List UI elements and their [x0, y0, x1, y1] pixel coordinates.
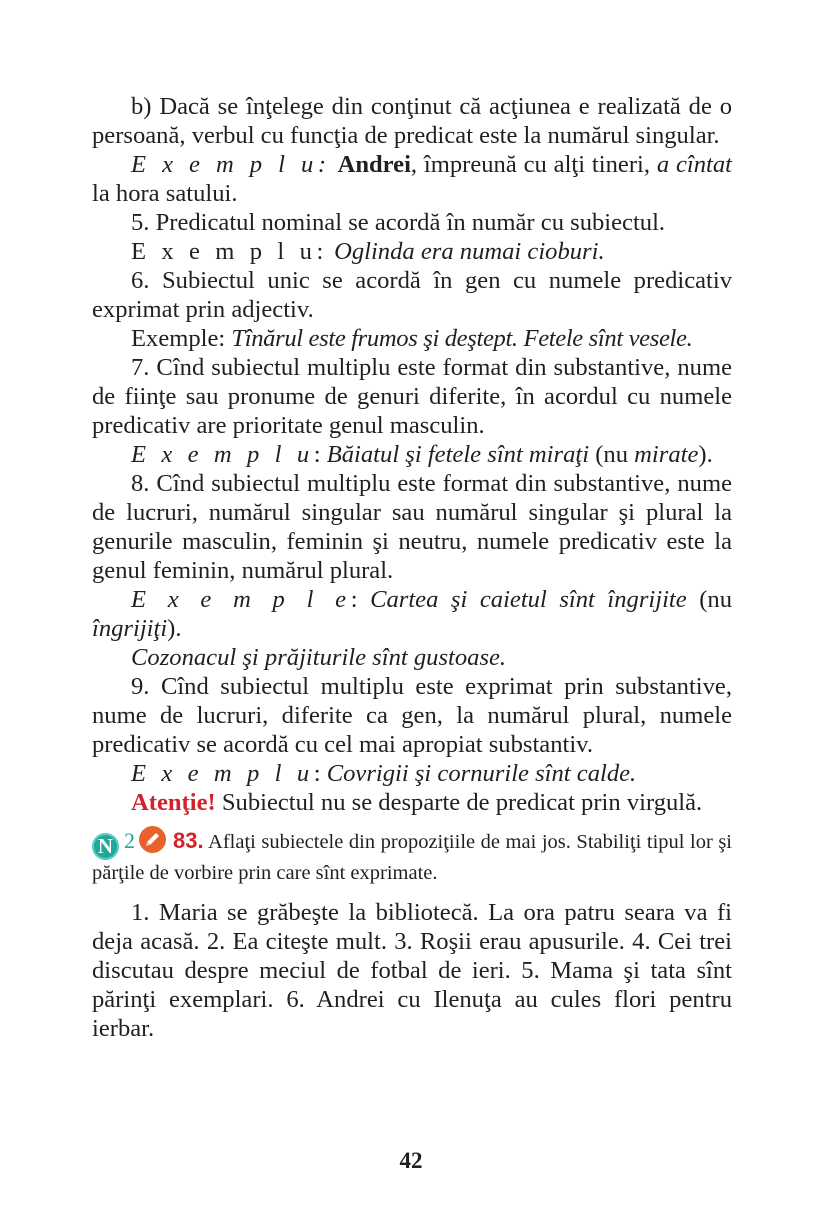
example-text: Tînărul este frumos şi deştept. Fetele sînt vesele. — [231, 325, 693, 352]
example-7 — [92, 440, 732, 469]
example-paren-close: ). — [167, 615, 182, 642]
example-alternative: mirate — [634, 441, 699, 468]
example-b — [92, 150, 732, 208]
example-subject: Andrei — [337, 151, 411, 178]
example-paren-open: (nu — [595, 441, 629, 468]
example-label: E x e m p l u — [131, 441, 314, 468]
example-5 — [92, 237, 732, 266]
attention-text: Subiectul nu se desparte de predicat prin virgulă. — [221, 789, 703, 816]
example-paren-close: ). — [698, 441, 713, 468]
example-colon: : — [313, 760, 321, 787]
example-label: E x e m p l u: — [131, 151, 331, 178]
example-paren-open: (nu — [699, 586, 732, 613]
attention-label: Atenţie! — [131, 789, 216, 816]
example-colon: : — [350, 586, 358, 613]
example-label: E x e m p l u: — [131, 238, 328, 265]
rule-6: 6. Subiectul unic se acordă în gen cu numele predicativ exprimat prin adjectiv. — [92, 267, 732, 323]
rule-b: b) Dacă se înţelege din conţinut că acţiunea e realizată de o persoană, verbul cu funcţia de predicat este la numărul singular. — [92, 93, 732, 149]
exercise-sentences: 1. Maria se grăbeşte la bibliotecă. La ora patru seara va fi deja acasă. 2. Ea citeşte mult. 3. Roşii erau apusurile. 4. Cei trei discutau despre meciul de fotbal de ieri. 5. Mama şi tata sînt părinţi exemplari. 6. Andrei cu Ilenuţa au cules flori pentru ierbar. — [92, 899, 732, 1042]
example-label: E x e m p l e — [131, 586, 351, 613]
example-text: Covrigii şi cornurile sînt calde. — [326, 760, 637, 787]
page-content — [92, 92, 732, 1043]
n-badge-icon: N — [92, 833, 119, 860]
example-8-second: Cozonacul şi prăjiturile sînt gustoase. — [131, 644, 507, 671]
page-number: 42 — [399, 1148, 423, 1173]
example-colon: : — [313, 441, 321, 468]
rule-8: 8. Cînd subiectul multiplu este format din substantive, nume de lucruri, numărul singular sau numărul singular şi plural la genurile masculin, feminin şi neutru, numele predicativ este la genul feminin, numărul plural. — [92, 470, 732, 584]
task-number: 83. — [173, 828, 204, 853]
example-text: Cartea şi caietul sînt îngrijite — [370, 586, 687, 613]
example-9 — [92, 759, 732, 788]
badge-count: 2 — [124, 828, 135, 853]
pencil-icon — [139, 826, 166, 853]
rule-9: 9. Cînd subiectul multiplu este exprimat prin substantive, nume de lucruri, diferite ca gen, la numărul plural, numele predicativ se acordă cu cel mai apropiat substantiv. — [92, 673, 732, 758]
example-8 — [92, 585, 732, 643]
rule-5: 5. Predicatul nominal se acordă în număr cu subiectul. — [131, 209, 666, 236]
example-text: la hora satului. — [92, 180, 238, 207]
example-alternative: îngrijiţi — [92, 615, 168, 642]
example-verb: a cîntat — [656, 151, 733, 178]
task-83 — [92, 826, 732, 887]
example-text: Băiatul şi fetele sînt miraţi — [326, 441, 590, 468]
example-label: Exemple: — [131, 325, 226, 352]
example-text: , împreună cu alţi tineri, — [410, 151, 650, 178]
example-6 — [92, 324, 732, 353]
attention-note — [92, 788, 732, 817]
task-text: Aflaţi subiectele din propoziţiile de mai jos. Stabiliţi tipul lor şi părţile de vorbire prin care sînt exprimate. — [92, 831, 732, 884]
rule-7: 7. Cînd subiectul multiplu este format din substantive, nume de fiinţe sau pronume de genuri diferite, în acordul cu numele predicativ are prioritate genul masculin. — [92, 354, 732, 439]
example-text: Oglinda era numai cioburi. — [334, 238, 605, 265]
example-label: E x e m p l u — [131, 760, 314, 787]
